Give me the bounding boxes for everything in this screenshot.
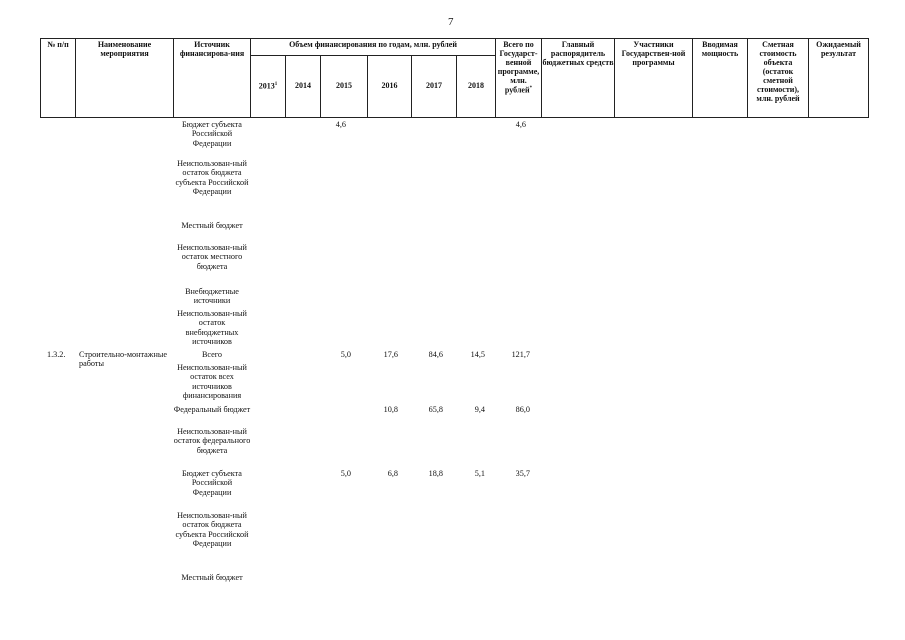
value-2018: 14,5 <box>470 350 485 359</box>
header-year-2015: 2015 <box>320 55 368 118</box>
header-volume: Объем финансирования по годам, млн. рублей <box>250 38 496 56</box>
value-2016: 6,8 <box>387 469 398 478</box>
value-2017: 18,8 <box>428 469 443 478</box>
header-year-2014: 2014 <box>285 55 321 118</box>
value-2015: 4,6 <box>335 120 346 129</box>
value-2016: 17,6 <box>383 350 398 359</box>
header-result: Ожидаемый результат <box>808 38 869 118</box>
source-item: Бюджет субъекта Российской Федерации <box>182 469 242 497</box>
source-item: Местный бюджет <box>181 573 243 582</box>
source-item: Неиспользован-ный остаток федерального бюджета <box>173 427 251 455</box>
header-num: № п/п <box>40 38 76 118</box>
source-item: Федеральный бюджет <box>173 405 251 414</box>
value-total: 121,7 <box>511 350 530 359</box>
value-total: 86,0 <box>515 405 530 414</box>
header-source: Источник финансирова-ния <box>173 38 251 118</box>
value-2017: 84,6 <box>428 350 443 359</box>
value-2015: 5,0 <box>340 469 351 478</box>
value-2018: 9,4 <box>474 405 485 414</box>
header-capacity: Вводимая мощность <box>692 38 748 118</box>
source-item: Всего <box>201 350 223 359</box>
source-item: Неиспользован-ный остаток местного бюджета <box>177 243 247 271</box>
header-year-2016: 2016 <box>367 55 412 118</box>
header-participants: Участники Государствен-ной программы <box>614 38 693 118</box>
value-2015: 5,0 <box>340 350 351 359</box>
value-2017: 65,8 <box>428 405 443 414</box>
source-item: Неиспользован-ный остаток внебюджетных источников <box>177 309 247 347</box>
source-item: Неиспользован-ный остаток всех источников финансирования <box>177 363 247 401</box>
row-name: Строительно-монтажные работы <box>79 350 167 369</box>
source-item: Бюджет субъекта Российской Федерации <box>182 120 242 148</box>
value-total: 4,6 <box>515 120 526 129</box>
header-year-2013: 2013$^1$ <box>250 55 286 118</box>
header-year-2017: 2017 <box>411 55 457 118</box>
header-name: Наименование мероприятия <box>75 38 174 118</box>
row-number: 1.3.2. <box>47 350 66 359</box>
value-2016: 10,8 <box>383 405 398 414</box>
header-manager: Главный распорядитель бюджетных средств <box>541 38 615 118</box>
header-total: Всего по Государст-венной программе, млн. рублей* <box>495 38 542 118</box>
header-estimate: Сметная стоимость объекта (остаток сметной стоимости), млн. рублей <box>747 38 809 118</box>
page-number: 7 <box>448 16 454 28</box>
value-total: 35,7 <box>515 469 530 478</box>
source-item: Внебюджетные источники <box>185 287 239 306</box>
source-item: Неиспользован-ный остаток бюджета субъекта Российской Федерации <box>175 159 249 197</box>
source-item: Неиспользован-ный остаток бюджета субъекта Российской Федерации <box>175 511 249 549</box>
header-year-2018: 2018 <box>456 55 496 118</box>
value-2018: 5,1 <box>474 469 485 478</box>
source-item: Местный бюджет <box>181 221 243 230</box>
